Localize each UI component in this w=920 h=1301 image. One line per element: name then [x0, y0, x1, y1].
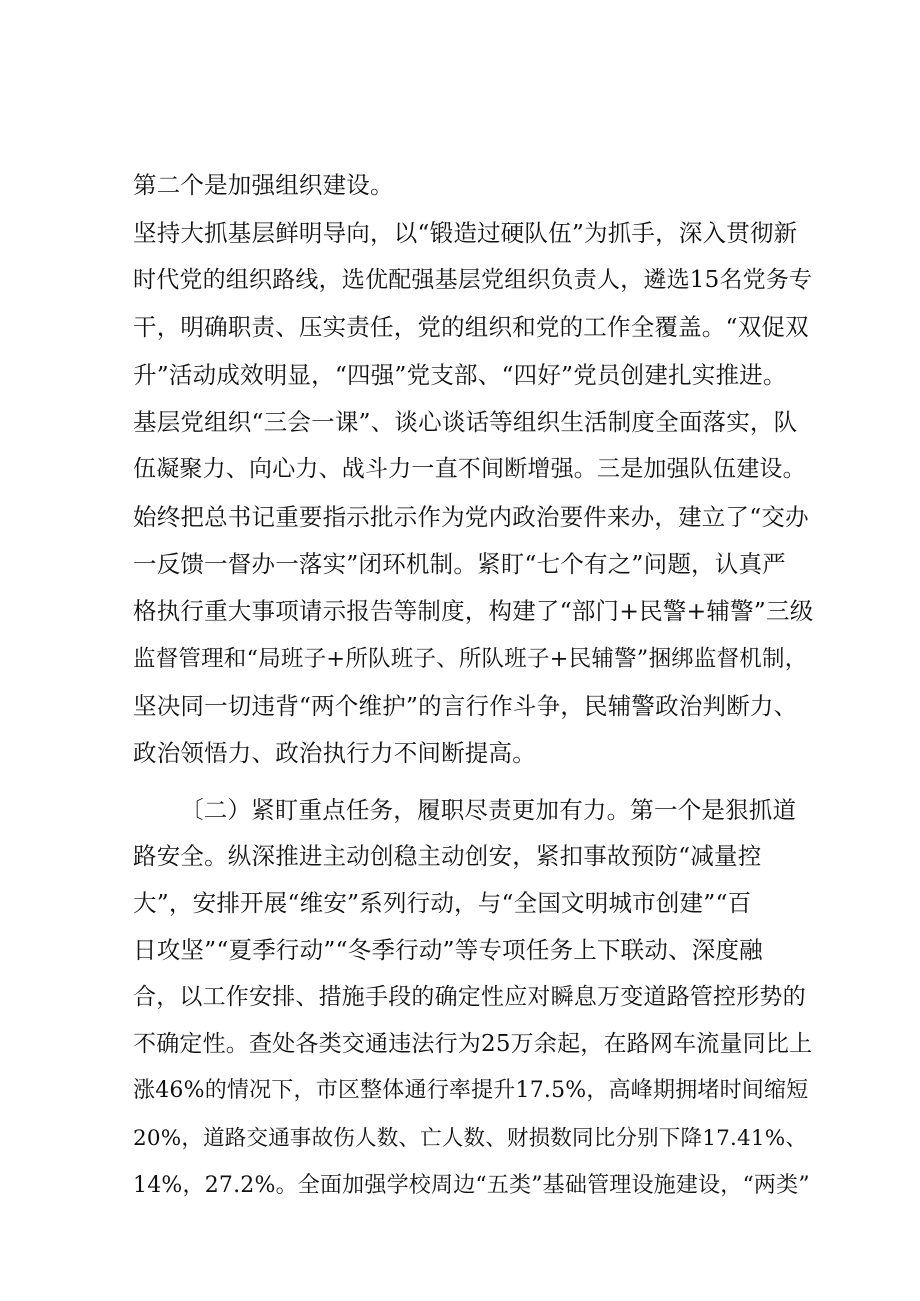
text-line-5: 升”活动成效明显，“四强”党支部、“四好”党员创建扎实推进。 [133, 361, 787, 389]
text-line-20: 涨46%的情况下，市区整体通行率提升17.5%，高峰期拥堵时间缩短 [133, 1078, 809, 1103]
text-line-14: 〔二）紧盯重点任务，履职尽责更加有力。第一个是狠抓道 [180, 796, 797, 824]
text-line-22: 14%，27.2%。全面加强学校周边“五类”基础管理设施建设，“两类” [133, 1173, 810, 1198]
text-line-7: 伍凝聚力、向心力、战斗力一直不间断增强。三是加强队伍建设。 [133, 456, 806, 482]
text-line-9: 一反馈一督办一落实”闭环机制。紧盯“七个有之”问题，认真严 [133, 550, 786, 578]
text-line-10: 格执行重大事项请示报告等制度，构建了“部门+民警+辅警”三级 [133, 597, 814, 625]
text-line-8: 始终把总书记重要指示批示作为党内政治要件来办，建立了“交办 [133, 503, 809, 531]
text-line-11: 监督管理和“局班子+所队班子、所队班子+民辅警”捆绑监督机制， [133, 646, 808, 672]
text-line-6: 基层党组织“三会一课”、谈心谈话等组织生活制度全面落实，队 [133, 408, 798, 436]
text-line-16: 大”，安排开展“维安”系列行动，与“全国文明城市创建”“百 [133, 889, 752, 917]
text-line-12: 坚决同一切违背“两个维护”的言行作斗争，民辅警政治判断力、 [133, 692, 798, 720]
text-line-4: 干，明确职责、压实责任，党的组织和党的工作全覆盖。“双促双 [133, 313, 809, 341]
text-line-15: 路安全。纵深推进主动创稳主动创安，紧扣事故预防“减量控 [133, 842, 762, 870]
text-line-18: 合，以工作安排、措施手段的确定性应对瞬息万变道路管控形势的 [133, 984, 806, 1010]
text-line-1: 第二个是加强组织建设。 [133, 171, 394, 199]
text-line-21: 20%，道路交通事故伤人数、亡人数、财损数同比分别下降17.41%、 [133, 1126, 808, 1151]
text-line-13: 政治领悟力、政治执行力不间断提高。 [133, 739, 536, 767]
text-line-2: 坚持大抓基层鲜明导向，以“锻造过硬队伍”为抓手，深入贯彻新 [133, 219, 798, 247]
text-line-17: 日攻坚”“夏季行动”“冬季行动”等专项任务上下联动、深度融 [133, 936, 763, 964]
text-line-19: 不确定性。查处各类交通违法行为25万余起，在路网车流量同比上 [133, 1031, 813, 1057]
text-line-3: 时代党的组织路线，选优配强基层党组织负责人，遴选15名党务专 [133, 267, 813, 293]
